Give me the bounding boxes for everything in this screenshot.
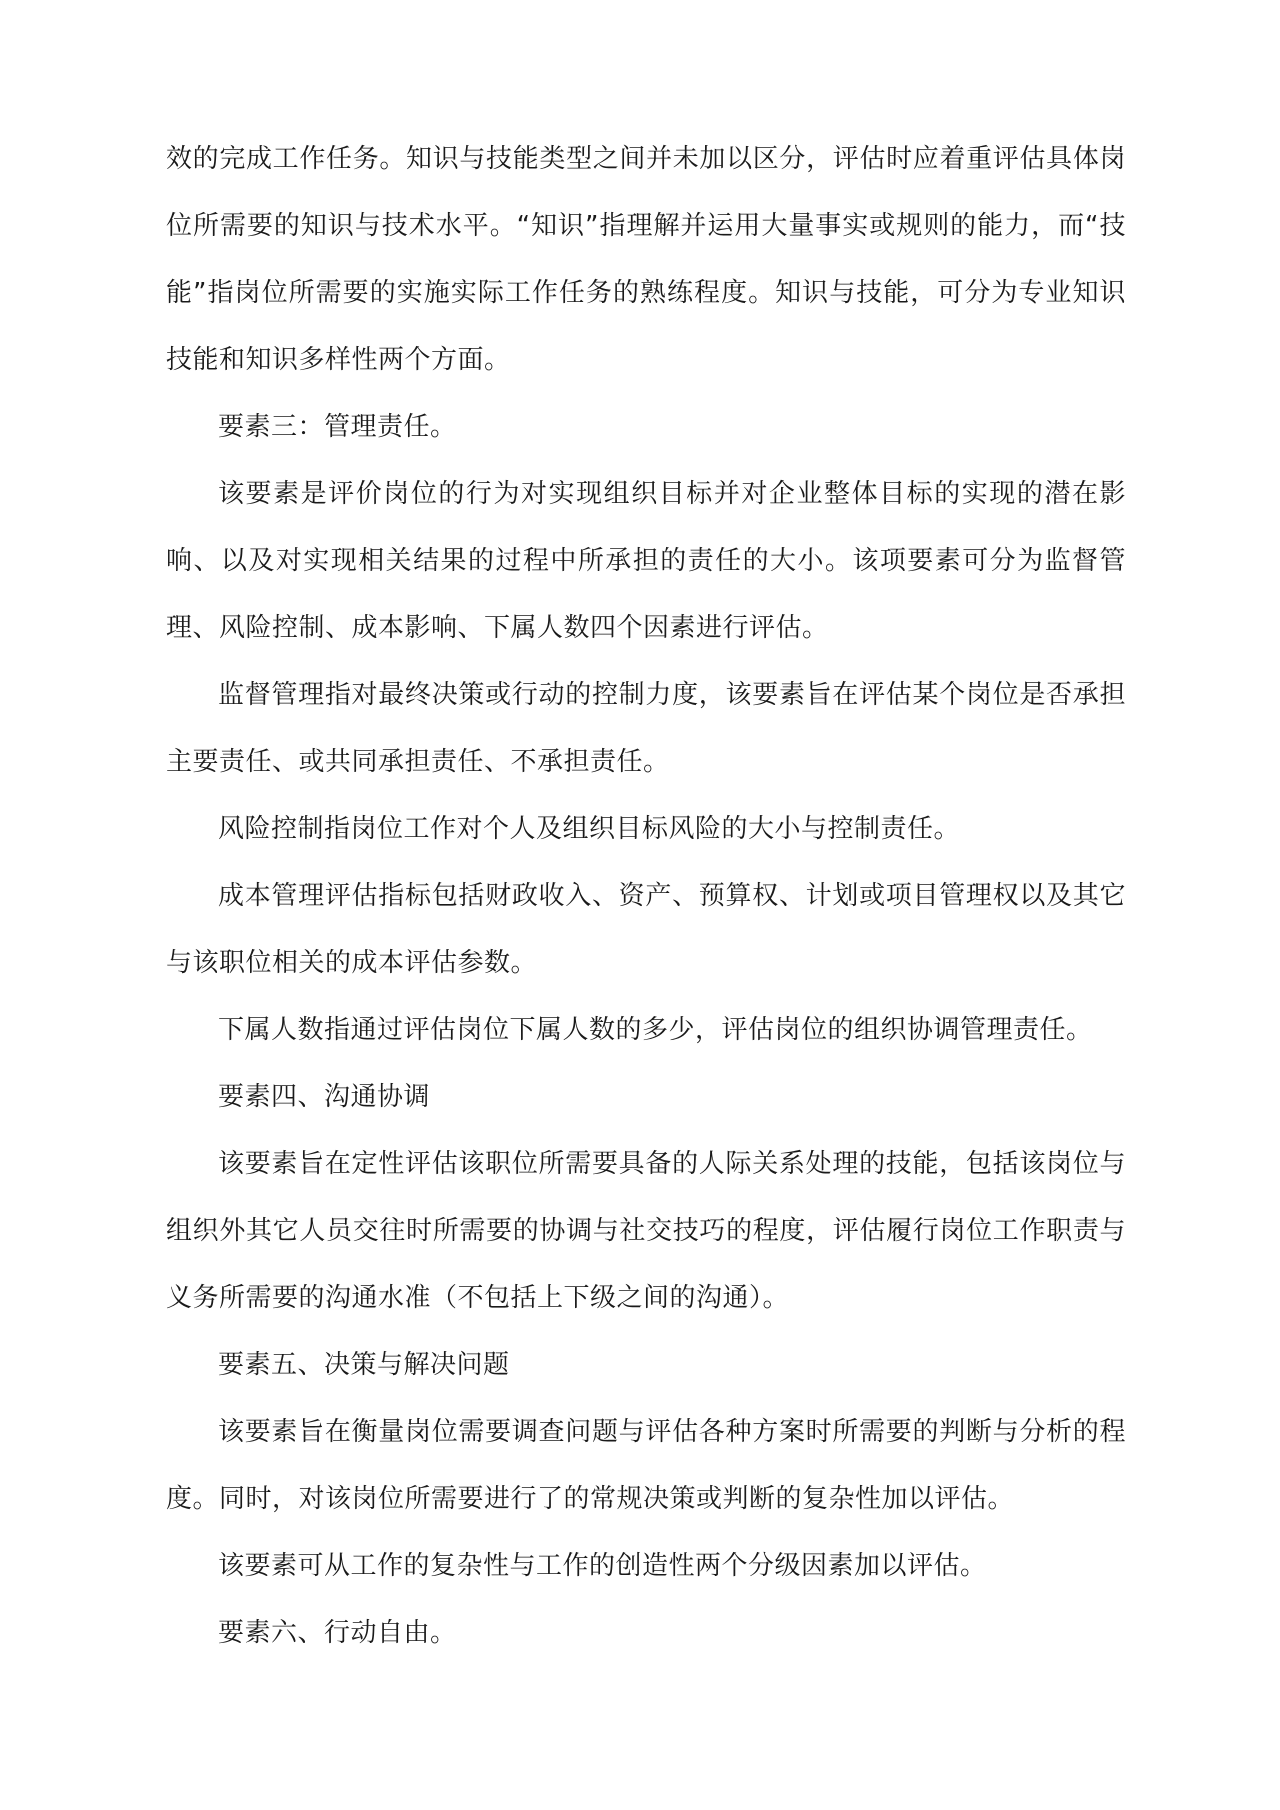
heading-element-four: 要素四、沟通协调 <box>218 1082 431 1112</box>
document-body <box>166 126 1126 1667</box>
paragraph-supervision: 监督管理指对最终决策或行动的控制力度，该要素旨在评估某个岗位是否承担主要责任、或共同承担责任、不承担责任。 <box>166 680 1126 777</box>
paragraph-communication: 该要素旨在定性评估该职位所需要具备的人际关系处理的技能，包括该岗位与组织外其它人员交往时所需要的协调与社交技巧的程度，评估履行岗位工作职责与义务所需要的沟通水准（不包括上下级之间的沟通）。 <box>166 1149 1126 1313</box>
paragraph-continuation: 效的完成工作任务。知识与技能类型之间并未加以区分，评估时应着重评估具体岗位所需要的知识与技术水平。“知识”指理解并运用大量事实或规则的能力，而“技能”指岗位所需要的实施实际工作任务的熟练程度。知识与技能，可分为专业知识技能和知识多样性两个方面。 <box>166 144 1126 375</box>
heading-element-five: 要素五、决策与解决问题 <box>218 1350 510 1380</box>
paragraph-element-three-desc: 该要素是评价岗位的行为对实现组织目标并对企业整体目标的实现的潜在影响、以及对实现相关结果的过程中所承担的责任的大小。该项要素可分为监督管理、风险控制、成本影响、下属人数四个因素进行评估。 <box>166 479 1126 643</box>
heading-element-three: 要素三：管理责任。 <box>218 412 457 442</box>
paragraph-decision-making: 该要素旨在衡量岗位需要调查问题与评估各种方案时所需要的判断与分析的程度。同时，对该岗位所需要进行了的常规决策或判断的复杂性加以评估。 <box>166 1417 1126 1514</box>
heading-element-six: 要素六、行动自由。 <box>218 1618 457 1648</box>
paragraph-cost-management: 成本管理评估指标包括财政收入、资产、预算权、计划或项目管理权以及其它与该职位相关的成本评估参数。 <box>166 881 1126 978</box>
paragraph-decision-factors: 该要素可从工作的复杂性与工作的创造性两个分级因素加以评估。 <box>218 1551 987 1581</box>
paragraph-risk-control: 风险控制指岗位工作对个人及组织目标风险的大小与控制责任。 <box>218 814 961 844</box>
paragraph-subordinates: 下属人数指通过评估岗位下属人数的多少，评估岗位的组织协调管理责任。 <box>218 1015 1093 1045</box>
